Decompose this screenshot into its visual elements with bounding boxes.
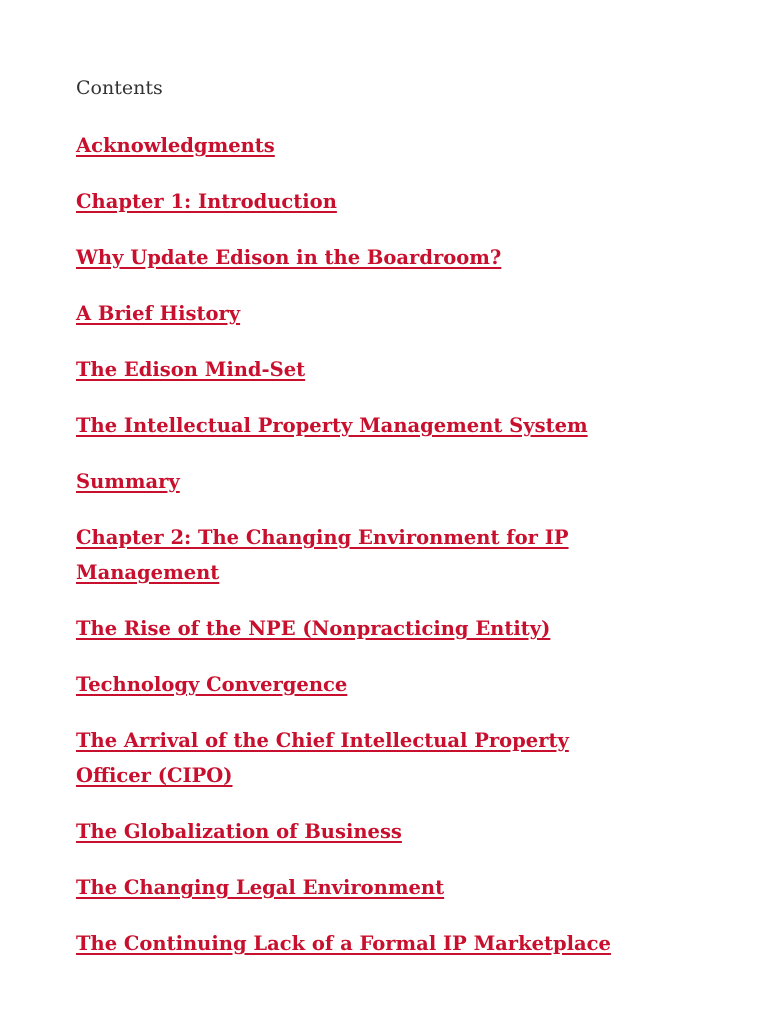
- toc-link-lack-of-ip-marketplace[interactable]: The Continuing Lack of a Formal IP Marketplace: [76, 932, 611, 955]
- toc-item: [76, 241, 636, 276]
- toc-item: [76, 612, 636, 647]
- toc-link-acknowledgments[interactable]: Acknowledgments: [76, 134, 275, 157]
- toc-item: [76, 724, 636, 794]
- toc-item: [76, 668, 636, 703]
- toc-item: [76, 815, 636, 850]
- toc-link-globalization-of-business[interactable]: The Globalization of Business: [76, 820, 402, 843]
- toc-item: [76, 409, 636, 444]
- contents-heading: Contents: [76, 77, 163, 99]
- toc-link-summary[interactable]: Summary: [76, 470, 180, 493]
- toc-item: [76, 927, 636, 962]
- toc-link-arrival-of-cipo[interactable]: The Arrival of the Chief Intellectual Property Officer (CIPO): [76, 729, 569, 787]
- toc-link-ip-management-system[interactable]: The Intellectual Property Management System: [76, 414, 588, 437]
- table-of-contents: [76, 129, 636, 962]
- toc-link-chapter-2-changing-environment[interactable]: Chapter 2: The Changing Environment for IP Management: [76, 526, 569, 584]
- toc-link-chapter-1-introduction[interactable]: Chapter 1: Introduction: [76, 190, 337, 213]
- toc-link-changing-legal-environment[interactable]: The Changing Legal Environment: [76, 876, 445, 899]
- toc-item: [76, 353, 636, 388]
- toc-item: [76, 521, 636, 591]
- contents-page: [76, 74, 636, 983]
- toc-link-technology-convergence[interactable]: Technology Convergence: [76, 673, 348, 696]
- toc-item: [76, 465, 636, 500]
- toc-link-edison-mind-set[interactable]: The Edison Mind-Set: [76, 358, 306, 381]
- toc-link-brief-history[interactable]: A Brief History: [76, 302, 241, 325]
- toc-item: [76, 297, 636, 332]
- toc-item: [76, 129, 636, 164]
- toc-link-rise-of-npe[interactable]: The Rise of the NPE (Nonpracticing Entity): [76, 617, 551, 640]
- toc-link-why-update-edison[interactable]: Why Update Edison in the Boardroom?: [76, 246, 502, 269]
- toc-item: [76, 871, 636, 906]
- toc-item: [76, 185, 636, 220]
